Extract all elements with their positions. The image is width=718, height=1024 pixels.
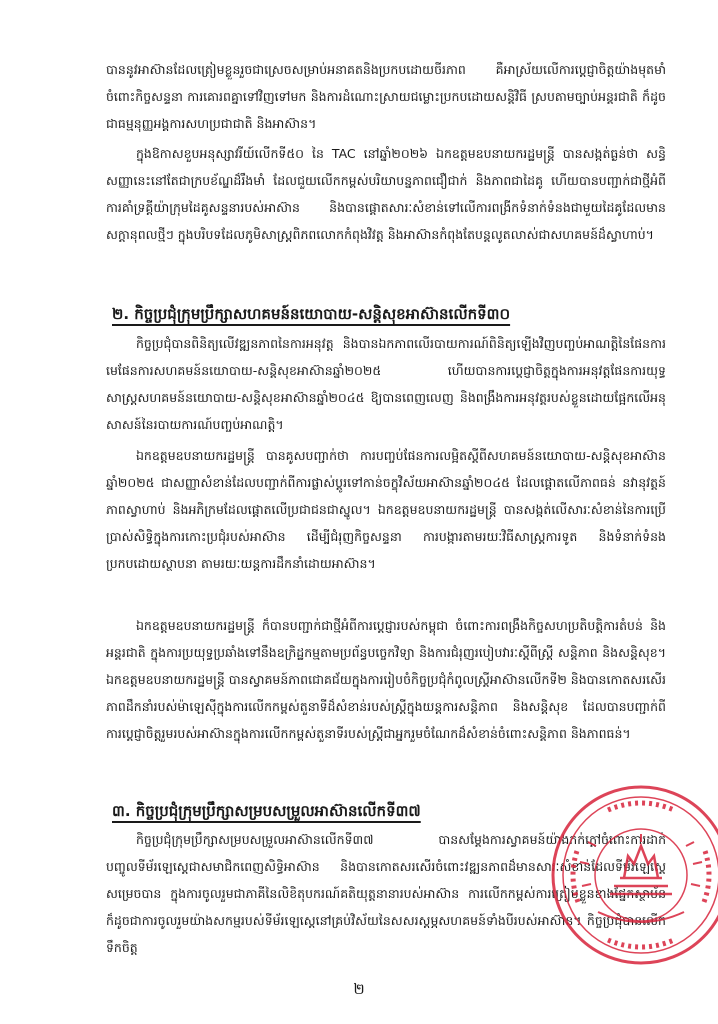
official-seal-stamp: [548, 782, 718, 968]
paragraph-intro-continuation: បាននូវអាស៊ានដែលត្រៀមខ្លួនរួចជាស្រេចសម្រាប់អនាគតនិងប្រកបដោយចីរភាព គឺអាស្រ័យលើការប្តេជ្ញាចិត្តយ៉ាងមុតមាំចំពោះកិច្ចសន្ទនា ការគោរពគ្នាទៅវិញទៅមក និងការដំណោះស្រាយជម្លោះប្រកបដោយសន្តិវិធី ស្របតាមច្បាប់អន្តរជាតិ ក៏ដូចជាធម្មនុញ្ញអង្គការសហប្រជាជាតិ និងអាស៊ាន។: [106, 62, 666, 131]
section-heading-2: ២. កិច្ចប្រជុំក្រុមប្រឹក្សាសហគមន៍នយោបាយ-សន្តិសុខអាស៊ានលើកទី៣០: [112, 305, 511, 323]
paragraph-meeting-review: កិច្ចប្រជុំបានពិនិត្យលើវឌ្ឍនភាពនៃការអនុវត្ត និងបានឯកភាពលើរបាយការណ៍ពិនិត្យឡើងវិញបញ្ចប់អាណត្តិនៃផែនការមេផែនការសហគមន៍នយោបាយ-សន្តិសុខអាស៊ានឆ្នាំ២០២៥ ហើយបានការប្តេជ្ញាចិត្តក្នុងការអនុវត្តផែនការយុទ្ធសាស្ត្រសហគមន៍នយោបាយ-សន្តិសុខអាស៊ានឆ្នាំ២០៤៥ ឱ្យបានពេញលេញ និងពង្រឹងការអនុវត្តរបស់ខ្លួនដោយផ្អែកលើអនុសាសន៍នៃរបាយការណ៍បញ្ចប់អាណត្តិ។: [106, 336, 666, 432]
section-heading-3: ៣. កិច្ចប្រជុំក្រុមប្រឹក្សាសម្របសម្រួលអាស៊ានលើកទី៣៧: [112, 802, 421, 820]
paragraph-dpm-blueprint: ឯកឧត្តមឧបនាយករដ្ឋមន្ត្រី បានគូសបញ្ជាក់ថា ការបញ្ចប់ផែនការលម្អិតស្តីពីសហគមន៍នយោបាយ-សន្តិសុខអាស៊ានឆ្នាំ២០២៥ ជាសញ្ញាសំខាន់ដែលបញ្ជាក់ពីការផ្លាស់ប្តូរទៅកាន់ចក្ខុវិស័យអាស៊ានឆ្នាំ២០៤៥ ដែលផ្តោតលើភាពធន់ នវានុវត្តន៍ ភាពស្វាហាប់ និងអភិក្រមដែលផ្តោតលើប្រជាជនជាស្នូល។ ឯកឧត្តមឧបនាយករដ្ឋមន្ត្រី បានសង្កត់លើសារៈសំខាន់នៃការប្រើប្រាស់សិទ្ធិក្នុងការកោះប្រជុំរបស់អាស៊ាន ដើម្បីជំរុញកិច្ចសន្ទនា ការបង្ការតាមរយៈវិធីសាស្ត្រការទូត និងទំនាក់ទំនងប្រកបដោយស្ថាបនា តាមរយៈយន្តការដឹកនាំដោយអាស៊ាន។: [106, 448, 666, 571]
paragraph-coordinating-council: កិច្ចប្រជុំក្រុមប្រឹក្សាសម្របសម្រួលអាស៊ានលើកទី៣៧ បានសម្តែងការស្វាគមន៍យ៉ាងកក់ក្តៅចំពោះការដាក់បញ្ចូលទីម័រឡេស្តេជាសមាជិកពេញសិទ្ធិអាស៊ាន និងបានកោតសរសើរចំពោះវឌ្ឍនភាពដ៏មានសារៈសំខាន់ដែលទីម័រឡេស្តេសម្រេចបាន ក្នុងការចូលរួមជាភាគីនៃលិខិតុបករណ៍គតិយុត្តនានារបស់អាស៊ាន ការលើកកម្ពស់ការត្រៀមខ្លួនខាងផ្នែកស្ថាប័ន ក៏ដូចជាការចូលរួមយ៉ាងសកម្មរបស់ទីម័រឡេស្តេនៅគ្រប់វិស័យនៃសសរស្តម្ភសហគមន៍ទាំងបីរបស់អាស៊ាន។ កិច្ចប្រជុំបានលើកទឹកចិត្ត: [106, 832, 666, 955]
paragraph-tac-anniversary: ក្នុងឱកាសខួបអនុស្សាវរីយ៍លើកទី៥០ នៃ TAC នៅឆ្នាំ២០២៦ ឯកឧត្តមឧបនាយករដ្ឋមន្ត្រី បានសង្កត់ធ្ងន់ថា សន្ធិសញ្ញានេះនៅតែជាក្របខ័ណ្ឌដ៏រឹងមាំ ដែលជួយលើកកម្ពស់បរិយាបន្នភាពជឿជាក់ និងភាពជាដៃគូ ហើយបានបញ្ជាក់ជាថ្មីអំពីការគាំទ្រគ្តីយ៉ាក្រុមដៃគូសន្ទនារបស់អាស៊ាន និងបានផ្តោតសារៈសំខាន់ទៅលើការពង្រីកទំនាក់ទំនងជាមួយដៃគូដែលមានសក្តានុពលថ្មីៗ ក្នុងបរិបទដែលភូមិសាស្ត្រពិភពលោកកំពុងវិវត្ត និងអាស៊ានកំពុងតែបន្តលូតលាស់ជាសហគមន៍ដ៏ស្វាហាប់។: [106, 146, 666, 242]
page-number: ២: [353, 980, 365, 998]
paragraph-dpm-commitment: ឯកឧត្តមឧបនាយករដ្ឋមន្ត្រី ក៏បានបញ្ជាក់ជាថ្មីអំពីការប្តេជ្ញារបស់កម្ពុជា ចំពោះការពង្រឹងកិច្ចសហប្រតិបត្តិការតំបន់ និងអន្តរជាតិ ក្នុងការប្រយុទ្ធប្រឆាំងទៅនឹងឧក្រិដ្ឋកម្មតាមប្រព័ន្ធបច្ចេកវិទ្យា និងការជំរុញរបៀបវារៈស្តីពីស្ត្រី សន្តិភាព និងសន្តិសុខ។ ឯកឧត្តមឧបនាយករដ្ឋមន្ត្រី បានស្វាគមន៍ភាពជោគជ័យក្នុងការរៀបចំកិច្ចប្រជុំកំពូលស្ត្រីអាស៊ានលើកទី២ និងបានកោតសរសើរភាពដឹកនាំរបស់ម៉ាឡេស៊ីក្នុងការលើកកម្ពស់តួនាទីដ៏សំខាន់របស់ស្ត្រីក្នុងយន្តការសន្តិភាព និងសន្តិសុខ ដែលបានបញ្ជាក់ពីការប្តេជ្ញាចិត្តរួមរបស់អាស៊ានក្នុងការលើកកម្ពស់តួនាទីរបស់ស្ត្រីជាអ្នករួមចំណែកដ៏សំខាន់ចំពោះសន្តិភាព និងភាពធន់។: [106, 618, 666, 741]
